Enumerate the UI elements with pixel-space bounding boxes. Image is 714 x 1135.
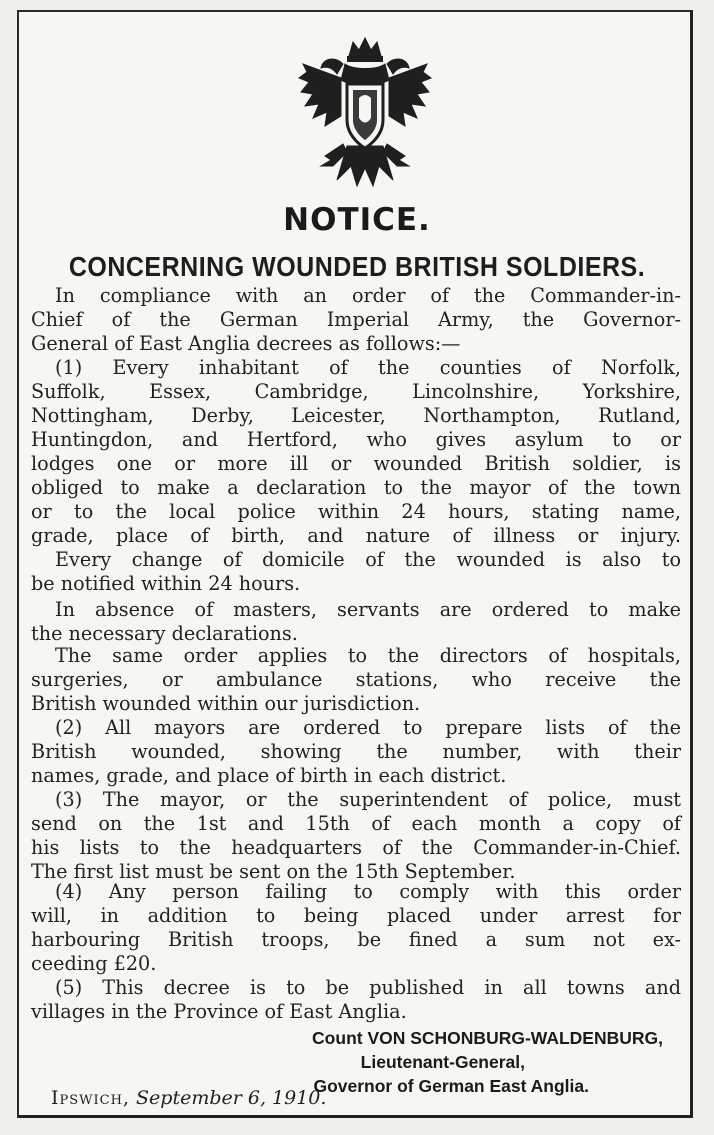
body-line: be notified within 24 hours. [31,572,301,595]
body-line: names, grade, and place of birth in each district. [31,764,507,787]
signature-rank: Lieutenant-General, [360,1052,525,1072]
body-line: Every change of domicile of the wounded is also to [55,548,681,571]
body-line: (3) The mayor, or the superintendent of police, must [55,788,681,811]
notice-poster [17,10,693,1118]
body-line: British wounded within our jurisdiction. [31,692,421,715]
body-line: In compliance with an order of the Commander-in- [55,284,681,307]
body-line: (2) All mayors are ordered to prepare lists of the [55,716,681,739]
place-name: Ipswich, [51,1087,130,1109]
body-line: (5) This decree is to be published in all towns and [55,976,681,999]
body-line: surgeries, or ambulance stations, who receive the [31,668,681,691]
body-line: British wounded, showing the number, with their [31,740,681,763]
body-line: lodges one or more ill or wounded British soldier, is [31,452,681,475]
body-line: Nottingham, Derby, Leicester, Northampton, Rutland, [31,404,681,427]
body-line: send on the 1st and 15th of each month a copy of [31,812,681,835]
body-line: will, in addition to being placed under arrest for [31,904,681,927]
body-line: Huntingdon, and Hertford, who gives asylum to or [31,428,681,451]
body-line: Chief of the German Imperial Army, the Governor- [31,308,681,331]
body-line: his lists to the headquarters of the Commander-in-Chief. [31,836,681,859]
german-imperial-eagle-icon [297,34,433,190]
body-line: villages in the Province of East Anglia. [31,1000,407,1023]
body-line: Suffolk, Essex, Cambridge, Lincolnshire, Yorkshire, [31,380,681,403]
body-line: ceeding £20. [31,952,157,975]
notice-subtitle: CONCERNING WOUNDED BRITISH SOLDIERS. [68,252,646,283]
notice-title: NOTICE. [283,202,431,238]
signature-office: Governor of German East Anglia. [313,1076,589,1096]
body-line: The same order applies to the directors of hospitals, [55,644,681,667]
place-and-date [51,1086,326,1110]
body-line: (1) Every inhabitant of the counties of Norfolk, [55,356,681,379]
body-line: obliged to make a declaration to the mayor of the town [31,476,681,499]
body-line: harbouring British troops, be fined a sum not ex- [31,928,681,951]
body-line: (4) Any person failing to comply with this order [55,880,681,903]
body-line: The first list must be sent on the 15th September. [31,860,516,883]
body-line: the necessary declarations. [31,622,298,645]
body-line: grade, place of birth, and nature of illness or injury. [31,524,681,547]
body-line: General of East Anglia decrees as follows:— [31,332,461,355]
notice-date: September 6, 1910. [136,1087,327,1109]
body-line: In absence of masters, servants are ordered to make [55,598,681,621]
body-line: or to the local police within 24 hours, stating name, [31,500,681,523]
signature-name: Count VON SCHONBURG-WALDENBURG, [312,1028,663,1048]
